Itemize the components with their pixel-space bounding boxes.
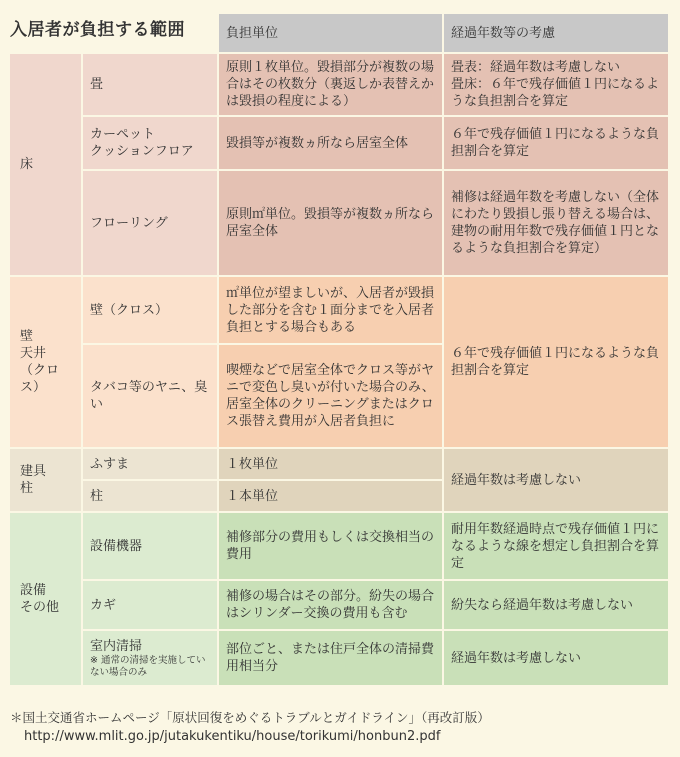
unit-flooring: 原則㎡単位。毀損等が複数ヵ所なら居室全体 [219,171,444,277]
years-fittings: 経過年数は考慮しない [444,449,670,513]
years-devices: 耐用年数経過時点で残存価値１円になるような線を想定し負担割合を算定 [444,513,670,581]
category-fittings: 建具 柱 [10,449,83,513]
footnote-source: ＊国土交通省ホームページ「原状回復をめぐるトラブルとガイドライン」（再改訂版） [10,710,490,725]
category-wall: 壁 天井 （クロス） [10,277,83,449]
header-blank-2 [83,14,219,54]
item-carpet: カーペット クッションフロア [83,117,219,171]
footnote [10,708,490,746]
table-row [10,277,670,345]
category-equipment: 設備 その他 [10,513,83,687]
item-flooring: フローリング [83,171,219,277]
table-row [10,449,670,481]
unit-key: 補修の場合はその部分。紛失の場合はシリンダー交換の費用も含む [219,581,444,631]
item-fusuma: ふすま [83,449,219,481]
unit-cleaning: 部位ごと、または住戸全体の清掃費用相当分 [219,631,444,687]
item-devices: 設備機器 [83,513,219,581]
header-years: 経過年数等の考慮 [444,14,670,54]
cleaning-note: ※ 通常の清掃を実施していない場合のみ [90,654,206,678]
years-tatami: 畳表：経過年数は考慮しない 畳床：６年で残存価値１円になるような負担割合を算定 [444,54,670,117]
footnote-url[interactable]: http://www.mlit.go.jp/jutakukentiku/house/torikumi/honbun2.pdf [24,729,441,744]
page-title: 入居者が負担する範囲 [10,20,185,40]
unit-pillar: １本単位 [219,481,444,513]
years-carpet: ６年で残存価値１円になるような負担割合を算定 [444,117,670,171]
burden-table [10,14,670,687]
years-flooring: 補修は経過年数を考慮しない（全体にわたり毀損し張り替える場合は、建物の耐用年数で残存価値１円となるような負担割合を算定） [444,171,670,277]
table-row [10,117,670,171]
header-unit: 負担単位 [219,14,444,54]
table-row [10,581,670,631]
item-pillar: 柱 [83,481,219,513]
unit-carpet: 毀損等が複数ヵ所なら居室全体 [219,117,444,171]
item-key: カギ [83,581,219,631]
item-cloth: 壁（クロス） [83,277,219,345]
unit-fusuma: １枚単位 [219,449,444,481]
table-row [10,171,670,277]
years-key: 紛失なら経過年数は考慮しない [444,581,670,631]
item-tobacco: タバコ等のヤニ、臭い [83,345,219,449]
years-cleaning: 経過年数は考慮しない [444,631,670,687]
header-blank [10,14,83,54]
item-tatami: 畳 [83,54,219,117]
unit-cloth: ㎡単位が望ましいが、入居者が毀損した部分を含む１面分までを入居者負担とする場合もある [219,277,444,345]
table-row [10,54,670,117]
header-row [10,14,670,54]
years-wall: ６年で残存価値１円になるような負担割合を算定 [444,277,670,449]
table-row [10,513,670,581]
unit-devices: 補修部分の費用もしくは交換相当の費用 [219,513,444,581]
unit-tobacco: 喫煙などで居室全体でクロス等がヤニで変色し臭いが付いた場合のみ、居室全体のクリーニングまたはクロス張替え費用が入居者負担に [219,345,444,449]
unit-tatami: 原則１枚単位。毀損部分が複数の場合はその枚数分（裏返しか表替えかは毀損の程度による） [219,54,444,117]
category-floor: 床 [10,54,83,277]
table-row [10,631,670,687]
item-cleaning [83,631,219,687]
cleaning-label: 室内清掃 [90,638,143,654]
